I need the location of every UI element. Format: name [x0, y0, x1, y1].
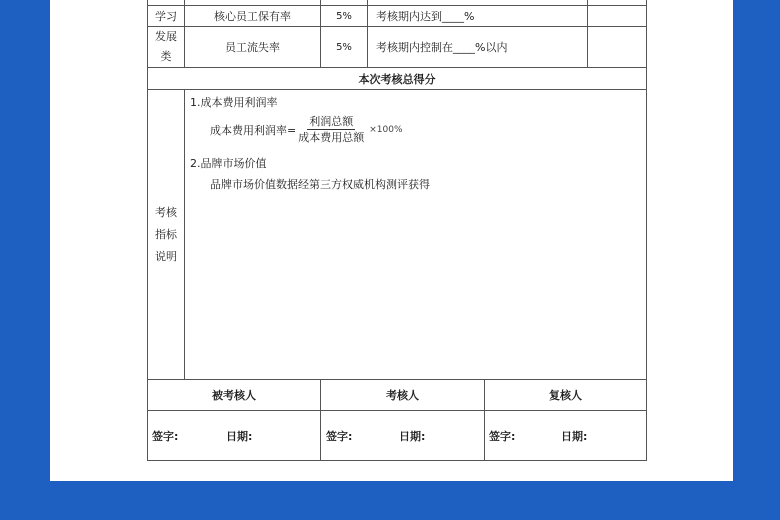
- table-border: [587, 0, 588, 67]
- category-label: 类: [160, 49, 172, 63]
- signature-header-assessor: 考核人: [386, 389, 419, 402]
- table-border: [367, 0, 368, 67]
- indicator-name: 员工流失率: [225, 41, 280, 54]
- indicator-target: 考核期内达到____%: [376, 10, 475, 23]
- side-label-text: 指标: [155, 227, 177, 241]
- note-item-1-title: 1.成本费用利润率: [190, 96, 278, 109]
- formula-numerator: 利润总额: [309, 115, 354, 128]
- indicator-weight: 5%: [336, 10, 352, 22]
- formula: [210, 114, 403, 145]
- signature-header-assessee: 被考核人: [212, 389, 256, 402]
- sign-label: 签字:: [152, 430, 179, 443]
- note-item-2-desc: 品牌市场价值数据经第三方权威机构测评获得: [210, 178, 430, 191]
- formula-lhs: 成本费用利润率=: [210, 123, 297, 137]
- category-label: 发展: [155, 29, 177, 43]
- indicator-target: 考核期内控制在____%以内: [376, 41, 508, 54]
- table-border: [147, 89, 647, 90]
- date-label: 日期:: [399, 430, 426, 443]
- formula-denominator: 成本费用总额: [298, 131, 365, 144]
- indicator-name: 核心员工保有率: [214, 10, 291, 23]
- sign-label: 签字:: [326, 430, 353, 443]
- formula-multiplier: ×100%: [369, 124, 403, 135]
- note-item-2-title: 2.品牌市场价值: [190, 157, 267, 170]
- total-score-label: 本次考核总得分: [358, 72, 436, 86]
- sign-label: 签字:: [489, 430, 516, 443]
- side-label-text: 考核: [155, 205, 177, 219]
- table-border: [184, 89, 185, 379]
- table-border: [147, 410, 647, 411]
- indicator-weight: 5%: [336, 41, 352, 53]
- notes-side-label: [148, 90, 184, 379]
- table-border: [646, 0, 647, 461]
- date-label: 日期:: [226, 430, 253, 443]
- formula-fraction: [296, 114, 366, 145]
- date-label: 日期:: [561, 430, 588, 443]
- table-border: [147, 460, 647, 461]
- side-label-text: 说明: [155, 249, 177, 263]
- signature-header-reviewer: 复核人: [549, 389, 582, 402]
- category-cell: [148, 6, 184, 67]
- category-label: 学习: [155, 9, 177, 23]
